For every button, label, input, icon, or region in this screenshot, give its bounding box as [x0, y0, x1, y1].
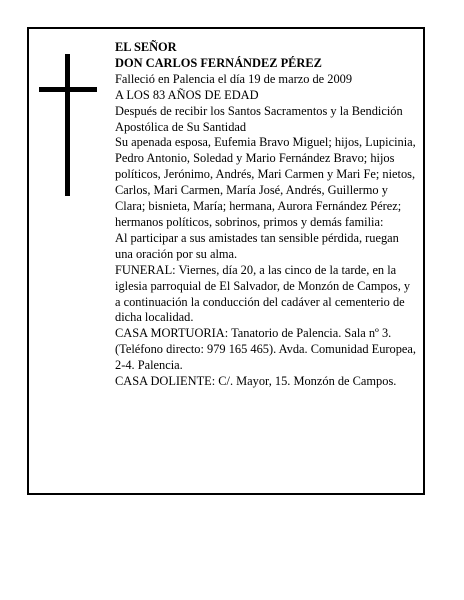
- title-line: EL SEÑOR: [115, 40, 177, 54]
- mortuary-info: CASA MORTUORIA: Tanatorio de Palencia. Sala nº 3. (Teléfono directo: 979 165 465). Avda. Comunidad Europea, 2-4. Palencia.: [115, 326, 417, 373]
- obituary-text: [115, 40, 417, 390]
- cross-horizontal-bar: [39, 87, 97, 92]
- cross-vertical-bar: [65, 54, 70, 196]
- sacraments-line: Después de recibir los Santos Sacramentos y la Bendición Apostólica de Su Santidad: [115, 103, 403, 134]
- family-paragraph: Su apenada esposa, Eufemia Bravo Miguel; hijos, Lupicinia, Pedro Antonio, Soledad y Mario Fernández Bravo; hijos políticos, Jerónimo, Andrés, Mari Carmen y Mari Fe; nietos, Carlos, Mari Carmen, María José, Andrés, Guillermo y Clara; bisnieta, María; hermana, Aurora Fernández Pérez; hermanos políticos, sobrinos, primos y demás familia:: [115, 135, 416, 229]
- funeral-info: FUNERAL: Viernes, día 20, a las cinco de la tarde, en la iglesia parroquial de El Salvador, de Monzón de Campos, y a continuación la conducción del cadáver al cementerio de dicha localidad.: [115, 262, 411, 325]
- deceased-name: DON CARLOS FERNÁNDEZ PÉREZ: [115, 55, 322, 70]
- cross-icon: [39, 54, 97, 196]
- prayer-request: Al participar a sus amistades tan sensible pérdida, ruegan una oración por su alma.: [115, 230, 399, 261]
- death-info: Falleció en Palencia el día 19 de marzo de 2009: [115, 71, 353, 86]
- age-line: A LOS 83 AÑOS DE EDAD: [115, 87, 259, 102]
- mourning-house-info: CASA DOLIENTE: C/. Mayor, 15. Monzón de Campos.: [115, 374, 397, 389]
